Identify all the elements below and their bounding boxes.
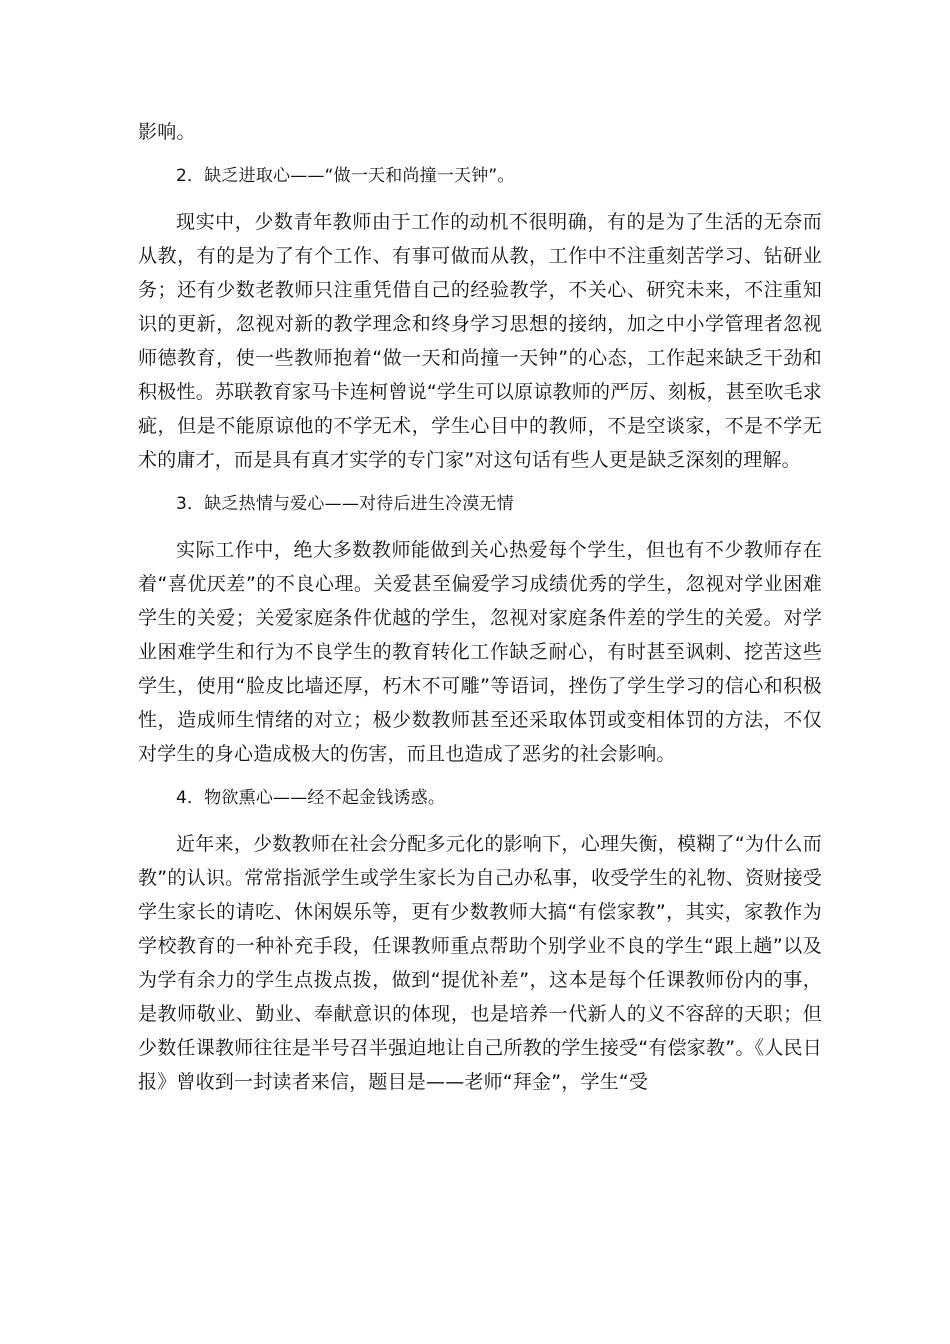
document-body (138, 115, 822, 1099)
paragraph-section-3: 实际工作中，绝大多数教师能做到关心热爱每个学生，但也有不少教师存在着“喜优厌差”的不良心理。关爱甚至偏爱学习成绩优秀的学生，忽视对学业困难学生的关爱；关爱家庭条件优越的学生，忽视对家庭条件差的学生的关爱。对学业困难学生和行为不良学生的教育转化工作缺乏耐心，有时甚至讽刺、挖苦这些学生，使用“脸皮比墙还厚，朽木不可雕”等语词，挫伤了学生学习的信心和积极性，造成师生情绪的对立；极少数教师甚至还采取体罚或变相体罚的方法，不仅对学生的身心造成极大的伤害，而且也造成了恶劣的社会影响。 (138, 539, 822, 765)
paragraph-continuation: 影响。 (138, 121, 196, 143)
paragraph-section-4: 近年来，少数教师在社会分配多元化的影响下，心理失衡，模糊了“为什么而教”的认识。常常指派学生或学生家长为自己办私事，收受学生的礼物、资财接受学生家长的请吃、休闲娱乐等，更有少数教师大搞“有偿家教”，其实，家教作为学校教育的一种补充手段，任课教师重点帮助个别学业不良的学生“跟上趟”以及为学有余力的学生点拨点拨，做到“提优补差”，这本是每个任课教师份内的事，是教师敬业、勤业、奉献意识的体现，也是培养一代新人的义不容辞的天职；但少数任课教师往往是半号召半强迫地让自己所教的学生接受“有偿家教”。《人民日报》曾收到一封读者来信，题目是——老师“拜金”，学生“受 (138, 833, 822, 1093)
section-heading-2: 2．缺乏进取心——“做一天和尚撞一天钟”。 (176, 166, 515, 186)
paragraph-section-2: 现实中，少数青年教师由于工作的动机不很明确，有的是为了生活的无奈而从教，有的是为了有个工作、有事可做而从教，工作中不注重刻苦学习、钻研业务；还有少数老教师只注重凭借自己的经验教学，不关心、研究未来，不注重知识的更新，忽视对新的教学理念和终身学习思想的接纳，加之中小学管理者忽视师德教育，使一些教师抱着“做一天和尚撞一天钟”的心态，工作起来缺乏干劲和积极性。苏联教育家马卡连柯曾说“学生可以原谅教师的严厉、刻板，甚至吹毛求疵，但是不能原谅他的不学无术，学生心目中的教师，不是空谈家，不是不学无术的庸才，而是具有真才实学的专门家”对这句话有些人更是缺乏深刻的理解。 (138, 211, 822, 471)
section-heading-3: 3．缺乏热情与爱心——对待后进生冷漠无情 (176, 494, 514, 514)
section-heading-4: 4．物欲熏心——经不起金钱诱惑。 (176, 788, 446, 808)
